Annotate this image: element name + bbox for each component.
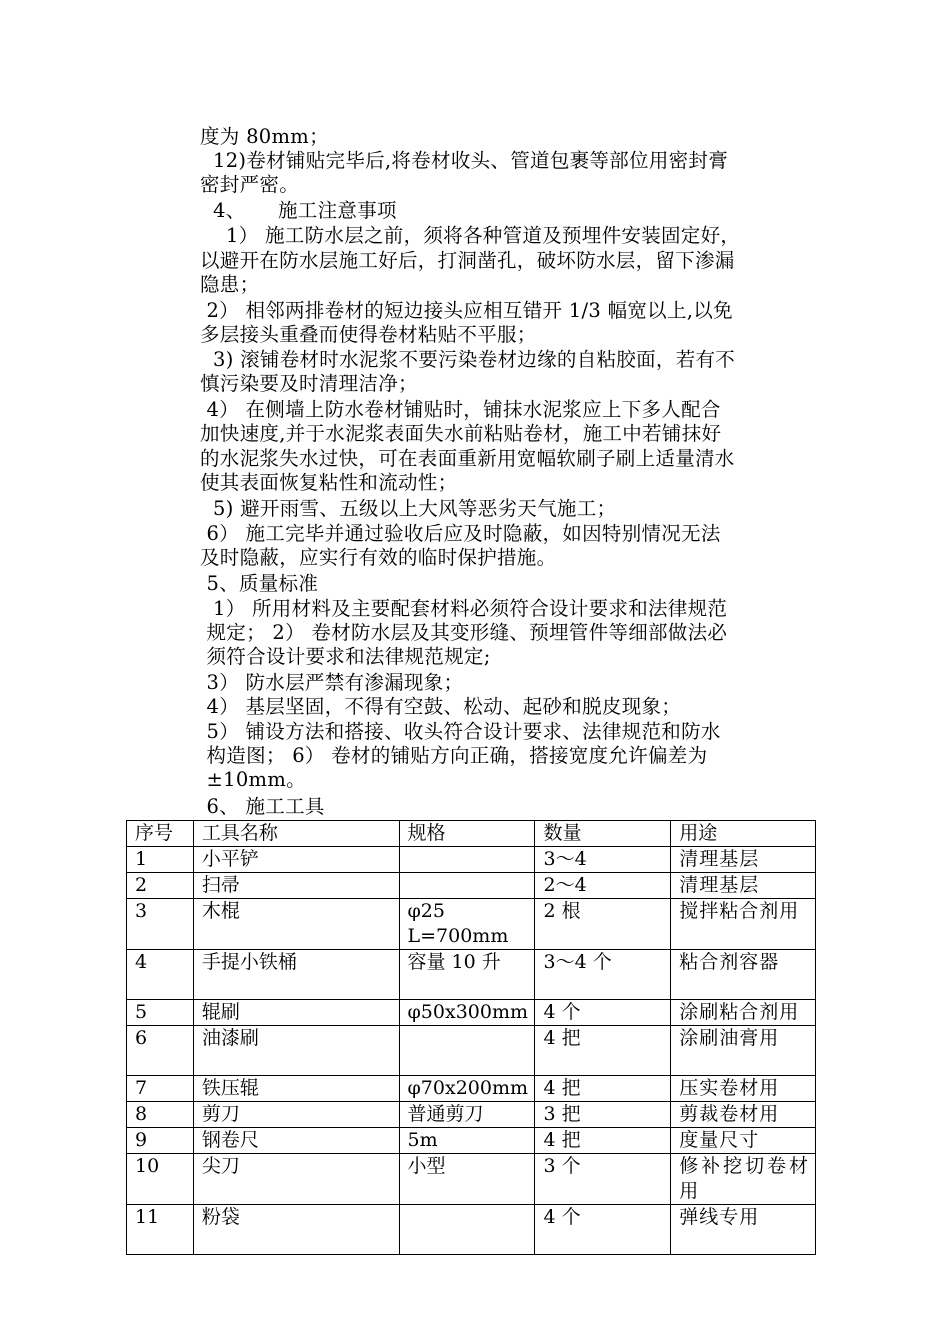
table-cell: 手提小铁桶 bbox=[193, 950, 399, 1000]
table-cell: 4 bbox=[127, 950, 194, 1000]
text-line: 多层接头重叠而使得卷材粘贴不平服； bbox=[200, 323, 537, 346]
table-cell: 4 个 bbox=[535, 1000, 671, 1026]
table-cell: 度量尺寸 bbox=[671, 1128, 816, 1154]
text-line: 4） 在侧墙上防水卷材铺贴时，铺抹水泥浆应上下多人配合 bbox=[200, 398, 721, 421]
text-line: 以避开在防水层施工好后，打洞凿孔，破坏防水层，留下渗漏 bbox=[200, 249, 735, 272]
table-cell: 6 bbox=[127, 1026, 194, 1076]
table-cell: φ25 L=700mm bbox=[399, 899, 535, 950]
table-cell bbox=[399, 1205, 535, 1255]
tools-table bbox=[126, 820, 816, 1255]
table-cell: 粘合剂容器 bbox=[671, 950, 816, 1000]
table-header-cell: 序号 bbox=[127, 821, 194, 847]
text-line: 使其表面恢复粘性和流动性； bbox=[200, 471, 458, 494]
text-line: 2） 相邻两排卷材的短边接头应相互错开 1/3 幅宽以上,以免 bbox=[200, 299, 733, 322]
text-line: 隐患； bbox=[200, 273, 260, 296]
text-line: 慎污染要及时清理洁净； bbox=[200, 372, 418, 395]
table-cell: φ70x200mm bbox=[399, 1076, 535, 1102]
text-line: 的水泥浆失水过快，可在表面重新用宽幅软刷子刷上适量清水 bbox=[200, 447, 735, 470]
table-cell: 修补挖切卷材用 bbox=[671, 1154, 816, 1205]
table-row bbox=[127, 1102, 816, 1128]
table-row bbox=[127, 1205, 816, 1255]
table-cell: 5 bbox=[127, 1000, 194, 1026]
table-cell: 普通剪刀 bbox=[399, 1102, 535, 1128]
text-line: 密封严密。 bbox=[200, 173, 300, 196]
table-cell: 粉袋 bbox=[193, 1205, 399, 1255]
table-cell: 3 bbox=[127, 899, 194, 950]
text-line: ±10mm。 bbox=[200, 768, 306, 791]
table-cell: 4 把 bbox=[535, 1076, 671, 1102]
table-cell: 容量 10 升 bbox=[399, 950, 535, 1000]
table-cell: 2 bbox=[127, 873, 194, 899]
table-row bbox=[127, 1026, 816, 1076]
text-line: 1） 施工防水层之前，须将各种管道及预埋件安装固定好， bbox=[200, 224, 741, 247]
table-row bbox=[127, 1076, 816, 1102]
table-cell bbox=[399, 1026, 535, 1076]
table-cell: 3 把 bbox=[535, 1102, 671, 1128]
text-line: 4） 基层坚固，不得有空鼓、松动、起砂和脱皮现象； bbox=[200, 695, 682, 718]
table-cell: 4 把 bbox=[535, 1128, 671, 1154]
text-line: 4、 施工注意事项 bbox=[200, 199, 397, 222]
table-cell: 小平铲 bbox=[193, 847, 399, 873]
text-line: 5） 铺设方法和搭接、收头符合设计要求、法律规范和防水 bbox=[200, 720, 721, 743]
table-header-cell: 规格 bbox=[399, 821, 535, 847]
table-row bbox=[127, 899, 816, 950]
table-header-row bbox=[127, 821, 816, 847]
text-line: 规定； 2） 卷材防水层及其变形缝、预埋管件等细部做法必 bbox=[200, 621, 728, 644]
text-line: 5、质量标准 bbox=[200, 572, 319, 595]
text-line: 构造图； 6） 卷材的铺贴方向正确，搭接宽度允许偏差为 bbox=[200, 744, 708, 767]
table-cell bbox=[399, 847, 535, 873]
table-cell: 铁压辊 bbox=[193, 1076, 399, 1102]
table-cell bbox=[399, 873, 535, 899]
table-cell: 11 bbox=[127, 1205, 194, 1255]
table-cell: 清理基层 bbox=[671, 847, 816, 873]
table-cell: 7 bbox=[127, 1076, 194, 1102]
table-cell: 钢卷尺 bbox=[193, 1128, 399, 1154]
text-line: 须符合设计要求和法律规范规定; bbox=[200, 645, 491, 668]
table-row bbox=[127, 1154, 816, 1205]
text-line: 度为 80mm； bbox=[200, 125, 329, 148]
table-cell: 涂刷油膏用 bbox=[671, 1026, 816, 1076]
text-line: 1） 所用材料及主要配套材料必须符合设计要求和法律规范 bbox=[200, 597, 728, 620]
table-cell: 木棍 bbox=[193, 899, 399, 950]
table-cell: 2 根 bbox=[535, 899, 671, 950]
table-cell: 小型 bbox=[399, 1154, 535, 1205]
table-cell: 油漆刷 bbox=[193, 1026, 399, 1076]
table-cell: 3 个 bbox=[535, 1154, 671, 1205]
text-line: 12)卷材铺贴完毕后,将卷材收头、管道包裹等部位用密封膏 bbox=[200, 149, 729, 172]
text-line: 5) 避开雨雪、五级以上大风等恶劣天气施工； bbox=[200, 497, 617, 520]
table-header-cell: 用途 bbox=[671, 821, 816, 847]
table-header-cell: 工具名称 bbox=[193, 821, 399, 847]
table-header-cell: 数量 bbox=[535, 821, 671, 847]
table-row bbox=[127, 1128, 816, 1154]
table-row bbox=[127, 873, 816, 899]
table-cell: 清理基层 bbox=[671, 873, 816, 899]
table-cell: 弹线专用 bbox=[671, 1205, 816, 1255]
table-cell: 压实卷材用 bbox=[671, 1076, 816, 1102]
table-row bbox=[127, 1000, 816, 1026]
table-row bbox=[127, 950, 816, 1000]
text-line: 3) 滚铺卷材时水泥浆不要污染卷材边缘的自粘胶面，若有不 bbox=[200, 348, 736, 371]
table-cell: 5m bbox=[399, 1128, 535, 1154]
table-cell: 辊刷 bbox=[193, 1000, 399, 1026]
table-cell: 4 把 bbox=[535, 1026, 671, 1076]
table-row bbox=[127, 847, 816, 873]
table-cell: 尖刀 bbox=[193, 1154, 399, 1205]
table-cell: 1 bbox=[127, 847, 194, 873]
table-cell: 2～4 bbox=[535, 873, 671, 899]
table-cell: 10 bbox=[127, 1154, 194, 1205]
table-cell: 4 个 bbox=[535, 1205, 671, 1255]
table-cell: 3～4 个 bbox=[535, 950, 671, 1000]
text-line: 加快速度,并于水泥浆表面失水前粘贴卷材，施工中若铺抹好 bbox=[200, 422, 722, 445]
text-line: 3） 防水层严禁有渗漏现象； bbox=[200, 671, 464, 694]
table-cell: 涂刷粘合剂用 bbox=[671, 1000, 816, 1026]
table-cell: 剪裁卷材用 bbox=[671, 1102, 816, 1128]
table-cell: 扫帚 bbox=[193, 873, 399, 899]
table-cell: φ50x300mm bbox=[399, 1000, 535, 1026]
table-cell: 搅拌粘合剂用 bbox=[671, 899, 816, 950]
table-cell: 8 bbox=[127, 1102, 194, 1128]
text-line: 6） 施工完毕并通过验收后应及时隐蔽，如因特别情况无法 bbox=[200, 522, 721, 545]
table-cell: 剪刀 bbox=[193, 1102, 399, 1128]
text-line: 6、 施工工具 bbox=[200, 795, 325, 818]
table-cell: 3～4 bbox=[535, 847, 671, 873]
table-cell: 9 bbox=[127, 1128, 194, 1154]
text-line: 及时隐蔽，应实行有效的临时保护措施。 bbox=[200, 546, 557, 569]
